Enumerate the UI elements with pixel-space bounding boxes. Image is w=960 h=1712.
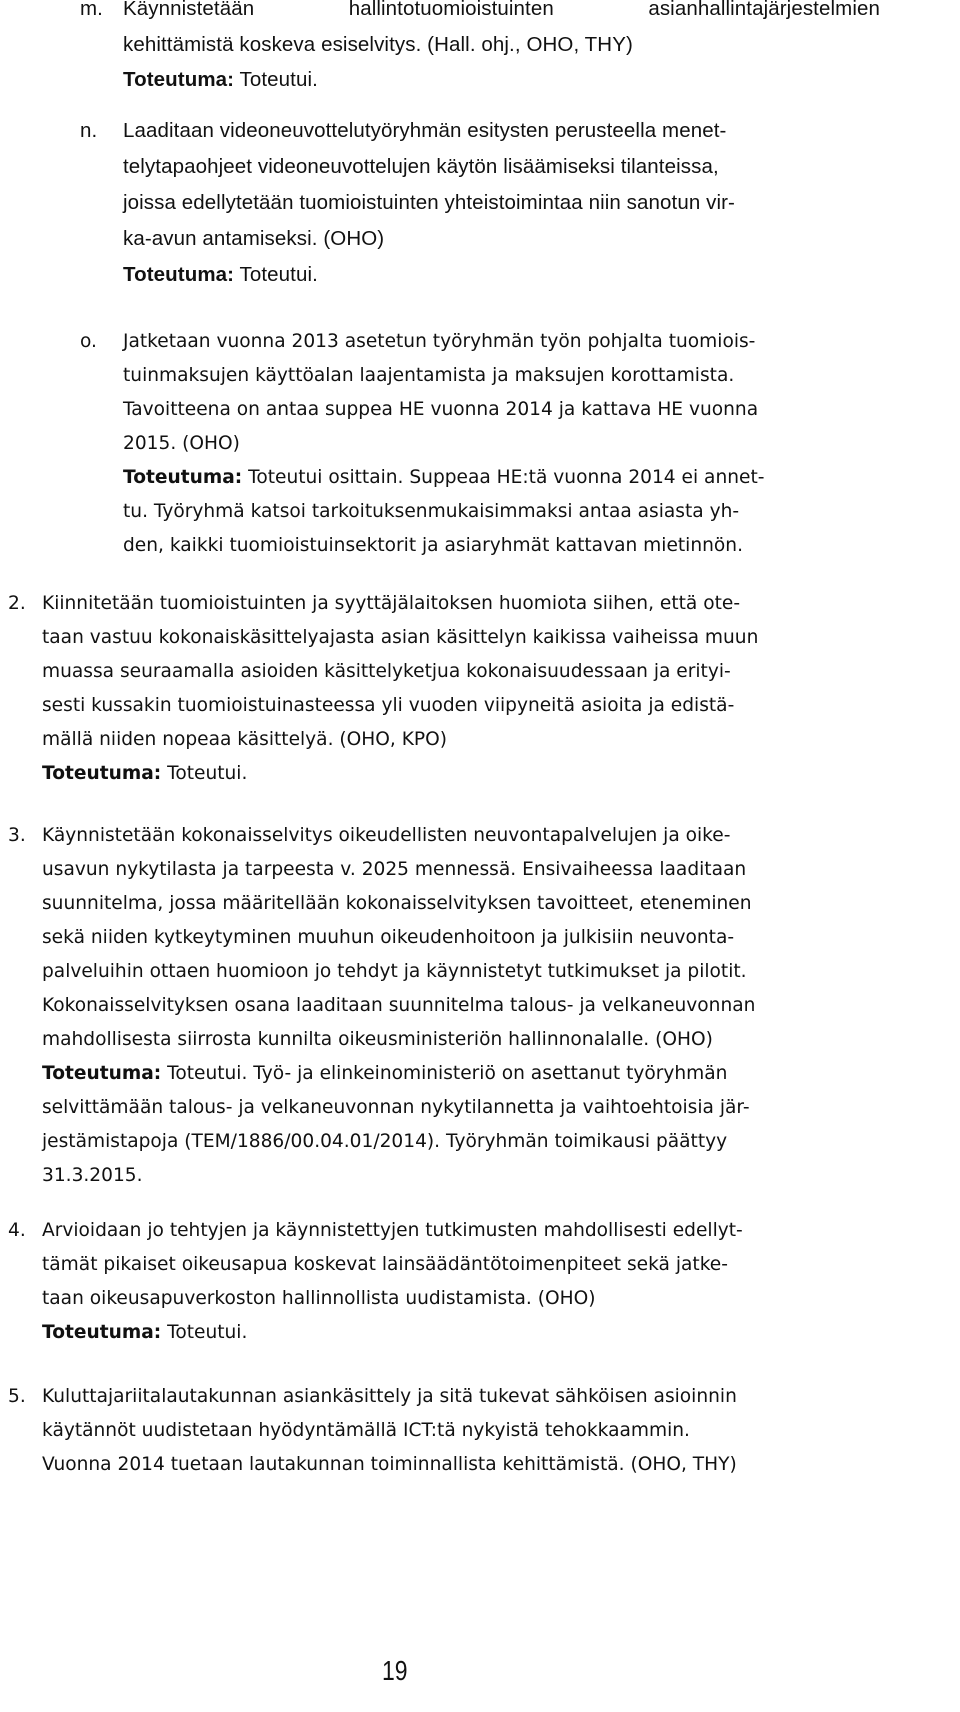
status-text: Toteutui. bbox=[167, 763, 248, 784]
status-label: Toteutuma: bbox=[42, 1063, 162, 1084]
text-line: tuinmaksujen käyttöalan laajentamista ja maksujen korottamista. bbox=[123, 365, 735, 386]
list-marker: n. bbox=[80, 119, 98, 142]
status-text: Toteutui. Työ- ja elinkeinoministeriö on asettanut työryhmän bbox=[167, 1063, 728, 1084]
text-line: 2015. (OHO) bbox=[123, 433, 240, 454]
status-text: Toteutui. bbox=[239, 68, 318, 91]
text-line: jestämistapoja (TEM/1886/00.04.01/2014). Työryhmän toimikausi päättyy bbox=[42, 1131, 728, 1152]
status-label: Toteutuma: bbox=[123, 263, 235, 286]
list-marker: 5. bbox=[8, 1386, 26, 1407]
text-line: Arvioidaan jo tehtyjen ja käynnistettyjen tutkimusten mahdollisesti edellyt- bbox=[42, 1220, 743, 1241]
text-line bbox=[123, 0, 880, 21]
text-line: Tavoitteena on antaa suppea HE vuonna 2014 ja kattava HE vuonna bbox=[123, 399, 759, 420]
text-line: Vuonna 2014 tuetaan lautakunnan toiminnallista kehittämistä. (OHO, THY) bbox=[42, 1454, 737, 1475]
text-line: mahdollisesta siirrosta kunnilta oikeusministeriön hallinnonalalle. (OHO) bbox=[42, 1029, 713, 1050]
text-line: joissa edellytetään tuomioistuinten yhteistoimintaa niin sanotun vir- bbox=[123, 191, 735, 214]
list-marker: 3. bbox=[8, 825, 26, 846]
status-label: Toteutuma: bbox=[42, 1322, 162, 1343]
status-label: Toteutuma: bbox=[123, 467, 243, 488]
text-line: muassa seuraamalla asioiden käsittelyketjua kokonaisuudessaan ja erityi- bbox=[42, 661, 731, 682]
text-line: selvittämään talous- ja velkaneuvonnan nykytilannetta ja vaihtoehtoisia jär- bbox=[42, 1097, 750, 1118]
list-item-n bbox=[0, 110, 960, 300]
list-item-o bbox=[0, 325, 960, 565]
text-line: ka-avun antamiseksi. (OHO) bbox=[123, 227, 385, 250]
text-line: mällä niiden nopeaa käsittelyä. (OHO, KPO) bbox=[42, 729, 448, 750]
text-line: kehittämistä koskeva esiselvitys. (Hall. ohj., OHO, THY) bbox=[123, 33, 633, 56]
text-line: 31.3.2015. bbox=[42, 1165, 143, 1186]
text-line: Laaditaan videoneuvottelutyöryhmän esitysten perusteella menet- bbox=[123, 119, 727, 142]
status-label: Toteutuma: bbox=[42, 763, 162, 784]
text-line: taan oikeusapuverkoston hallinnollista uudistamista. (OHO) bbox=[42, 1288, 596, 1309]
text-line: taan vastuu kokonaiskäsittelyajasta asian käsittelyn kaikissa vaiheissa muun bbox=[42, 627, 759, 648]
text-line: den, kaikki tuomioistuinsektorit ja asiaryhmät kattavan mietinnön. bbox=[123, 535, 743, 556]
list-item-3 bbox=[0, 820, 960, 1186]
status-text: Toteutui. bbox=[239, 263, 318, 286]
status-text: Toteutui osittain. Suppeaa HE:tä vuonna 2014 ei annet- bbox=[248, 467, 765, 488]
status-line bbox=[123, 467, 764, 488]
text-line: Jatketaan vuonna 2013 asetetun työryhmän työn pohjalta tuomiois- bbox=[123, 331, 756, 352]
list-marker: o. bbox=[80, 331, 97, 352]
text-line: suunnitelma, jossa määritellään kokonaisselvityksen tavoitteet, eteneminen bbox=[42, 893, 752, 914]
list-item-2 bbox=[0, 590, 960, 800]
text-line: tu. Työryhmä katsoi tarkoituksenmukaisimmaksi antaa asiasta yh- bbox=[123, 501, 740, 522]
text-segment: asianhallintajärjestelmien bbox=[648, 0, 880, 20]
text-line: Kokonaisselvityksen osana laaditaan suunnitelma talous- ja velkaneuvonnan bbox=[42, 995, 756, 1016]
text-segment: hallintotuomioistuinten bbox=[348, 0, 554, 20]
status-line bbox=[123, 263, 318, 287]
text-line: telytapaohjeet videoneuvottelujen käytön lisäämiseksi tilanteissa, bbox=[123, 155, 719, 178]
status-line bbox=[42, 1063, 727, 1084]
text-line: käytännöt uudistetaan hyödyntämällä ICT:tä nykyistä tehokkaammin. bbox=[42, 1420, 690, 1441]
list-marker: 2. bbox=[8, 593, 26, 614]
text-line: sesti kussakin tuomioistuinasteessa yli vuoden viipyneitä asioita ja edistä- bbox=[42, 695, 735, 716]
list-item-4 bbox=[0, 1215, 960, 1375]
text-line: palveluihin ottaen huomioon jo tehdyt ja käynnistetyt tutkimukset ja pilotit. bbox=[42, 961, 747, 982]
status-line bbox=[42, 763, 247, 784]
status-text: Toteutui. bbox=[167, 1322, 248, 1343]
text-line: Käynnistetään kokonaisselvitys oikeudellisten neuvontapalvelujen ja oike- bbox=[42, 825, 731, 846]
list-item-m bbox=[0, 0, 960, 110]
text-line: sekä niiden kytkeytyminen muuhun oikeudenhoitoon ja julkisiin neuvonta- bbox=[42, 927, 735, 948]
text-line: Kiinnitetään tuomioistuinten ja syyttäjälaitoksen huomiota siihen, että ote- bbox=[42, 593, 741, 614]
text-segment: Käynnistetään bbox=[123, 0, 255, 20]
list-item-5 bbox=[0, 1381, 960, 1501]
text-line: tämät pikaiset oikeusapua koskevat lainsäädäntötoimenpiteet sekä jatke- bbox=[42, 1254, 728, 1275]
status-line bbox=[42, 1322, 247, 1343]
text-line: usavun nykytilasta ja tarpeesta v. 2025 mennessä. Ensivaiheessa laaditaan bbox=[42, 859, 747, 880]
status-line bbox=[123, 68, 318, 92]
text-line: Kuluttajariitalautakunnan asiankäsittely ja sitä tukevat sähköisen asioinnin bbox=[42, 1386, 737, 1407]
page-number: 19 bbox=[382, 1655, 408, 1686]
status-label: Toteutuma: bbox=[123, 68, 235, 91]
list-marker: 4. bbox=[8, 1220, 26, 1241]
list-marker: m. bbox=[80, 0, 103, 20]
